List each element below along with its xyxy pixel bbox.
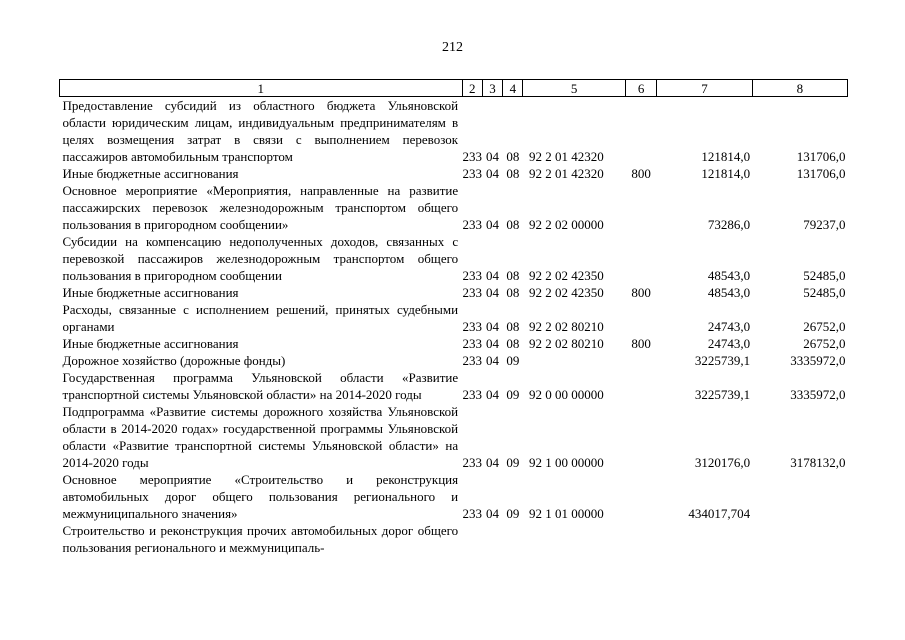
row-cell-c5: [523, 522, 625, 556]
row-cell-c3: 04: [486, 455, 500, 470]
row-cell-c3: 04: [486, 217, 500, 232]
row-cell-c6: [625, 403, 656, 471]
row-cell-c7: [657, 522, 752, 556]
row-cell-c2: 233: [462, 285, 482, 300]
row-cell-c7: 24743,0: [707, 319, 751, 334]
row-cell-c2: 233: [462, 217, 482, 232]
row-cell-c4: 08: [506, 166, 520, 181]
row-cell-c3: 04: [486, 336, 500, 351]
row-cell-c5: 92 2 02 42350: [528, 268, 604, 283]
row-cell-c7: 48543,0: [707, 285, 751, 300]
row-cell-c7: 3120176,0: [694, 455, 751, 470]
row-cell-c4: 08: [506, 149, 520, 164]
row-cell-c7: 73286,0: [707, 217, 751, 232]
row-cell-c8: 131706,0: [796, 149, 846, 164]
row-cell-c6: [625, 369, 656, 403]
row-cell-c4: 09: [506, 506, 520, 521]
row-cell-c4: 08: [506, 285, 520, 300]
row-cell-c6: 800: [631, 166, 651, 181]
row-cell-c4: 08: [506, 319, 520, 334]
row-description: Расходы, связанные с исполнением решений, принятых судебными органами: [62, 302, 459, 334]
table-row: [60, 165, 848, 182]
table-row: [60, 97, 848, 166]
table-row: [60, 352, 848, 369]
row-cell-c4: [503, 522, 523, 556]
row-cell-c2: 233: [462, 268, 482, 283]
column-header: 3: [482, 80, 502, 97]
row-cell-c5: 92 2 02 00000: [528, 217, 604, 232]
table-row: [60, 403, 848, 471]
table-row: [60, 233, 848, 284]
row-cell-c7: 121814,0: [701, 166, 751, 181]
row-cell-c3: 04: [486, 319, 500, 334]
row-cell-c2: 233: [462, 455, 482, 470]
row-cell-c6: [625, 352, 656, 369]
row-cell-c6: [625, 471, 656, 522]
row-cell-c4: 09: [506, 387, 520, 402]
row-cell-c3: 04: [486, 387, 500, 402]
row-description: Дорожное хозяйство (дорожные фонды): [62, 353, 286, 368]
row-cell-c7: 3225739,1: [694, 353, 751, 368]
row-cell-c5: 92 2 02 80210: [528, 319, 604, 334]
row-cell-c6: [625, 301, 656, 335]
row-cell-c3: 04: [486, 506, 500, 521]
row-cell-c8: 26752,0: [803, 336, 846, 351]
row-cell-c7: 48543,0: [707, 268, 751, 283]
row-cell-c7: 434017,704: [688, 506, 751, 521]
row-description: Основное мероприятие «Строительство и реконструкция автомобильных дорог общего пользования регионального и межмуниципального значения»: [62, 472, 459, 521]
row-description: Иные бюджетные ассигнования: [62, 166, 239, 181]
column-header: 6: [625, 80, 656, 97]
row-cell-c3: 04: [486, 166, 500, 181]
row-cell-c5: 92 2 01 42320: [528, 149, 604, 164]
row-cell-c6: [625, 233, 656, 284]
column-header: 4: [503, 80, 523, 97]
row-description: Предоставление субсидий из областного бюджета Ульяновской области юридическим лицам, индивидуальным предпринимателям в целях возмещения затрат в связи с выполнением перевозок пассажиров автомобильным транспортом: [62, 98, 459, 164]
table-row: [60, 471, 848, 522]
table-row: [60, 284, 848, 301]
column-header: 5: [523, 80, 625, 97]
row-cell-c8: [752, 522, 847, 556]
table-row: [60, 522, 848, 556]
row-cell-c7: 121814,0: [701, 149, 751, 164]
table-row: [60, 335, 848, 352]
row-cell-c6: 800: [631, 285, 651, 300]
row-cell-c6: [625, 97, 656, 166]
row-description: Иные бюджетные ассигнования: [62, 285, 239, 300]
row-cell-c8: 3335972,0: [790, 387, 846, 402]
row-description: Иные бюджетные ассигнования: [62, 336, 239, 351]
row-cell-c4: 09: [506, 353, 520, 368]
row-description: Субсидии на компенсацию недополученных доходов, связанных с перевозкой пассажиров железнодорожным транспортом общего пользования в пригородном сообщении: [62, 234, 459, 283]
row-cell-c2: [462, 522, 482, 556]
row-cell-c4: 08: [506, 268, 520, 283]
row-cell-c5: 92 1 00 00000: [528, 455, 604, 470]
row-cell-c4: 09: [506, 455, 520, 470]
row-cell-c2: 233: [462, 387, 482, 402]
row-cell-c8: 3178132,0: [790, 455, 846, 470]
row-cell-c5: 92 2 02 80210: [528, 336, 604, 351]
row-cell-c7: 3225739,1: [694, 387, 751, 402]
row-description: Подпрограмма «Развитие системы дорожного хозяйства Ульяновской области в 2014-2020 годах» государственной программы Ульяновской области «Развитие транспортной системы Ульяновской области» на 2014-2020 годы: [62, 404, 459, 470]
row-description: Государственная программа Ульяновской области «Развитие транспортной системы Ульяновской области» на 2014-2020 годы: [62, 370, 459, 402]
row-cell-c3: 04: [486, 353, 500, 368]
column-header: 8: [752, 80, 847, 97]
table-row: [60, 301, 848, 335]
row-cell-c8: [752, 471, 847, 522]
row-cell-c8: 52485,0: [803, 285, 846, 300]
budget-table: [59, 79, 848, 556]
row-description: Строительство и реконструкция прочих автомобильных дорог общего пользования регионального и межмуниципаль-: [62, 523, 459, 555]
table-row: [60, 369, 848, 403]
row-cell-c3: 04: [486, 268, 500, 283]
column-number-row: [60, 80, 848, 97]
row-cell-c3: [482, 522, 502, 556]
row-cell-c2: 233: [462, 166, 482, 181]
row-cell-c5: 92 1 01 00000: [528, 506, 604, 521]
row-cell-c8: 26752,0: [803, 319, 846, 334]
row-cell-c2: 233: [462, 353, 482, 368]
row-cell-c2: 233: [462, 149, 482, 164]
row-cell-c4: 08: [506, 217, 520, 232]
row-cell-c5: 92 2 01 42320: [528, 166, 604, 181]
row-cell-c7: 24743,0: [707, 336, 751, 351]
column-header: 1: [60, 80, 463, 97]
row-cell-c6: 800: [631, 336, 651, 351]
row-description: Основное мероприятие «Мероприятия, направленные на развитие пассажирских перевозок железнодорожным транспортом общего пользования в пригородном сообщении»: [62, 183, 459, 232]
row-cell-c4: 08: [506, 336, 520, 351]
column-header: 2: [462, 80, 482, 97]
row-cell-c3: 04: [486, 149, 500, 164]
page-number: 212: [442, 40, 463, 55]
row-cell-c8: 52485,0: [803, 268, 846, 283]
row-cell-c3: 04: [486, 285, 500, 300]
row-cell-c8: 79237,0: [803, 217, 846, 232]
row-cell-c6: [625, 522, 656, 556]
row-cell-c5: 92 0 00 00000: [528, 387, 604, 402]
row-cell-c2: 233: [462, 506, 482, 521]
row-cell-c8: 131706,0: [796, 166, 846, 181]
row-cell-c5: [523, 352, 625, 369]
row-cell-c6: [625, 182, 656, 233]
row-cell-c8: 3335972,0: [790, 353, 846, 368]
table-row: [60, 182, 848, 233]
row-cell-c2: 233: [462, 319, 482, 334]
row-cell-c5: 92 2 02 42350: [528, 285, 604, 300]
row-cell-c2: 233: [462, 336, 482, 351]
column-header: 7: [657, 80, 752, 97]
